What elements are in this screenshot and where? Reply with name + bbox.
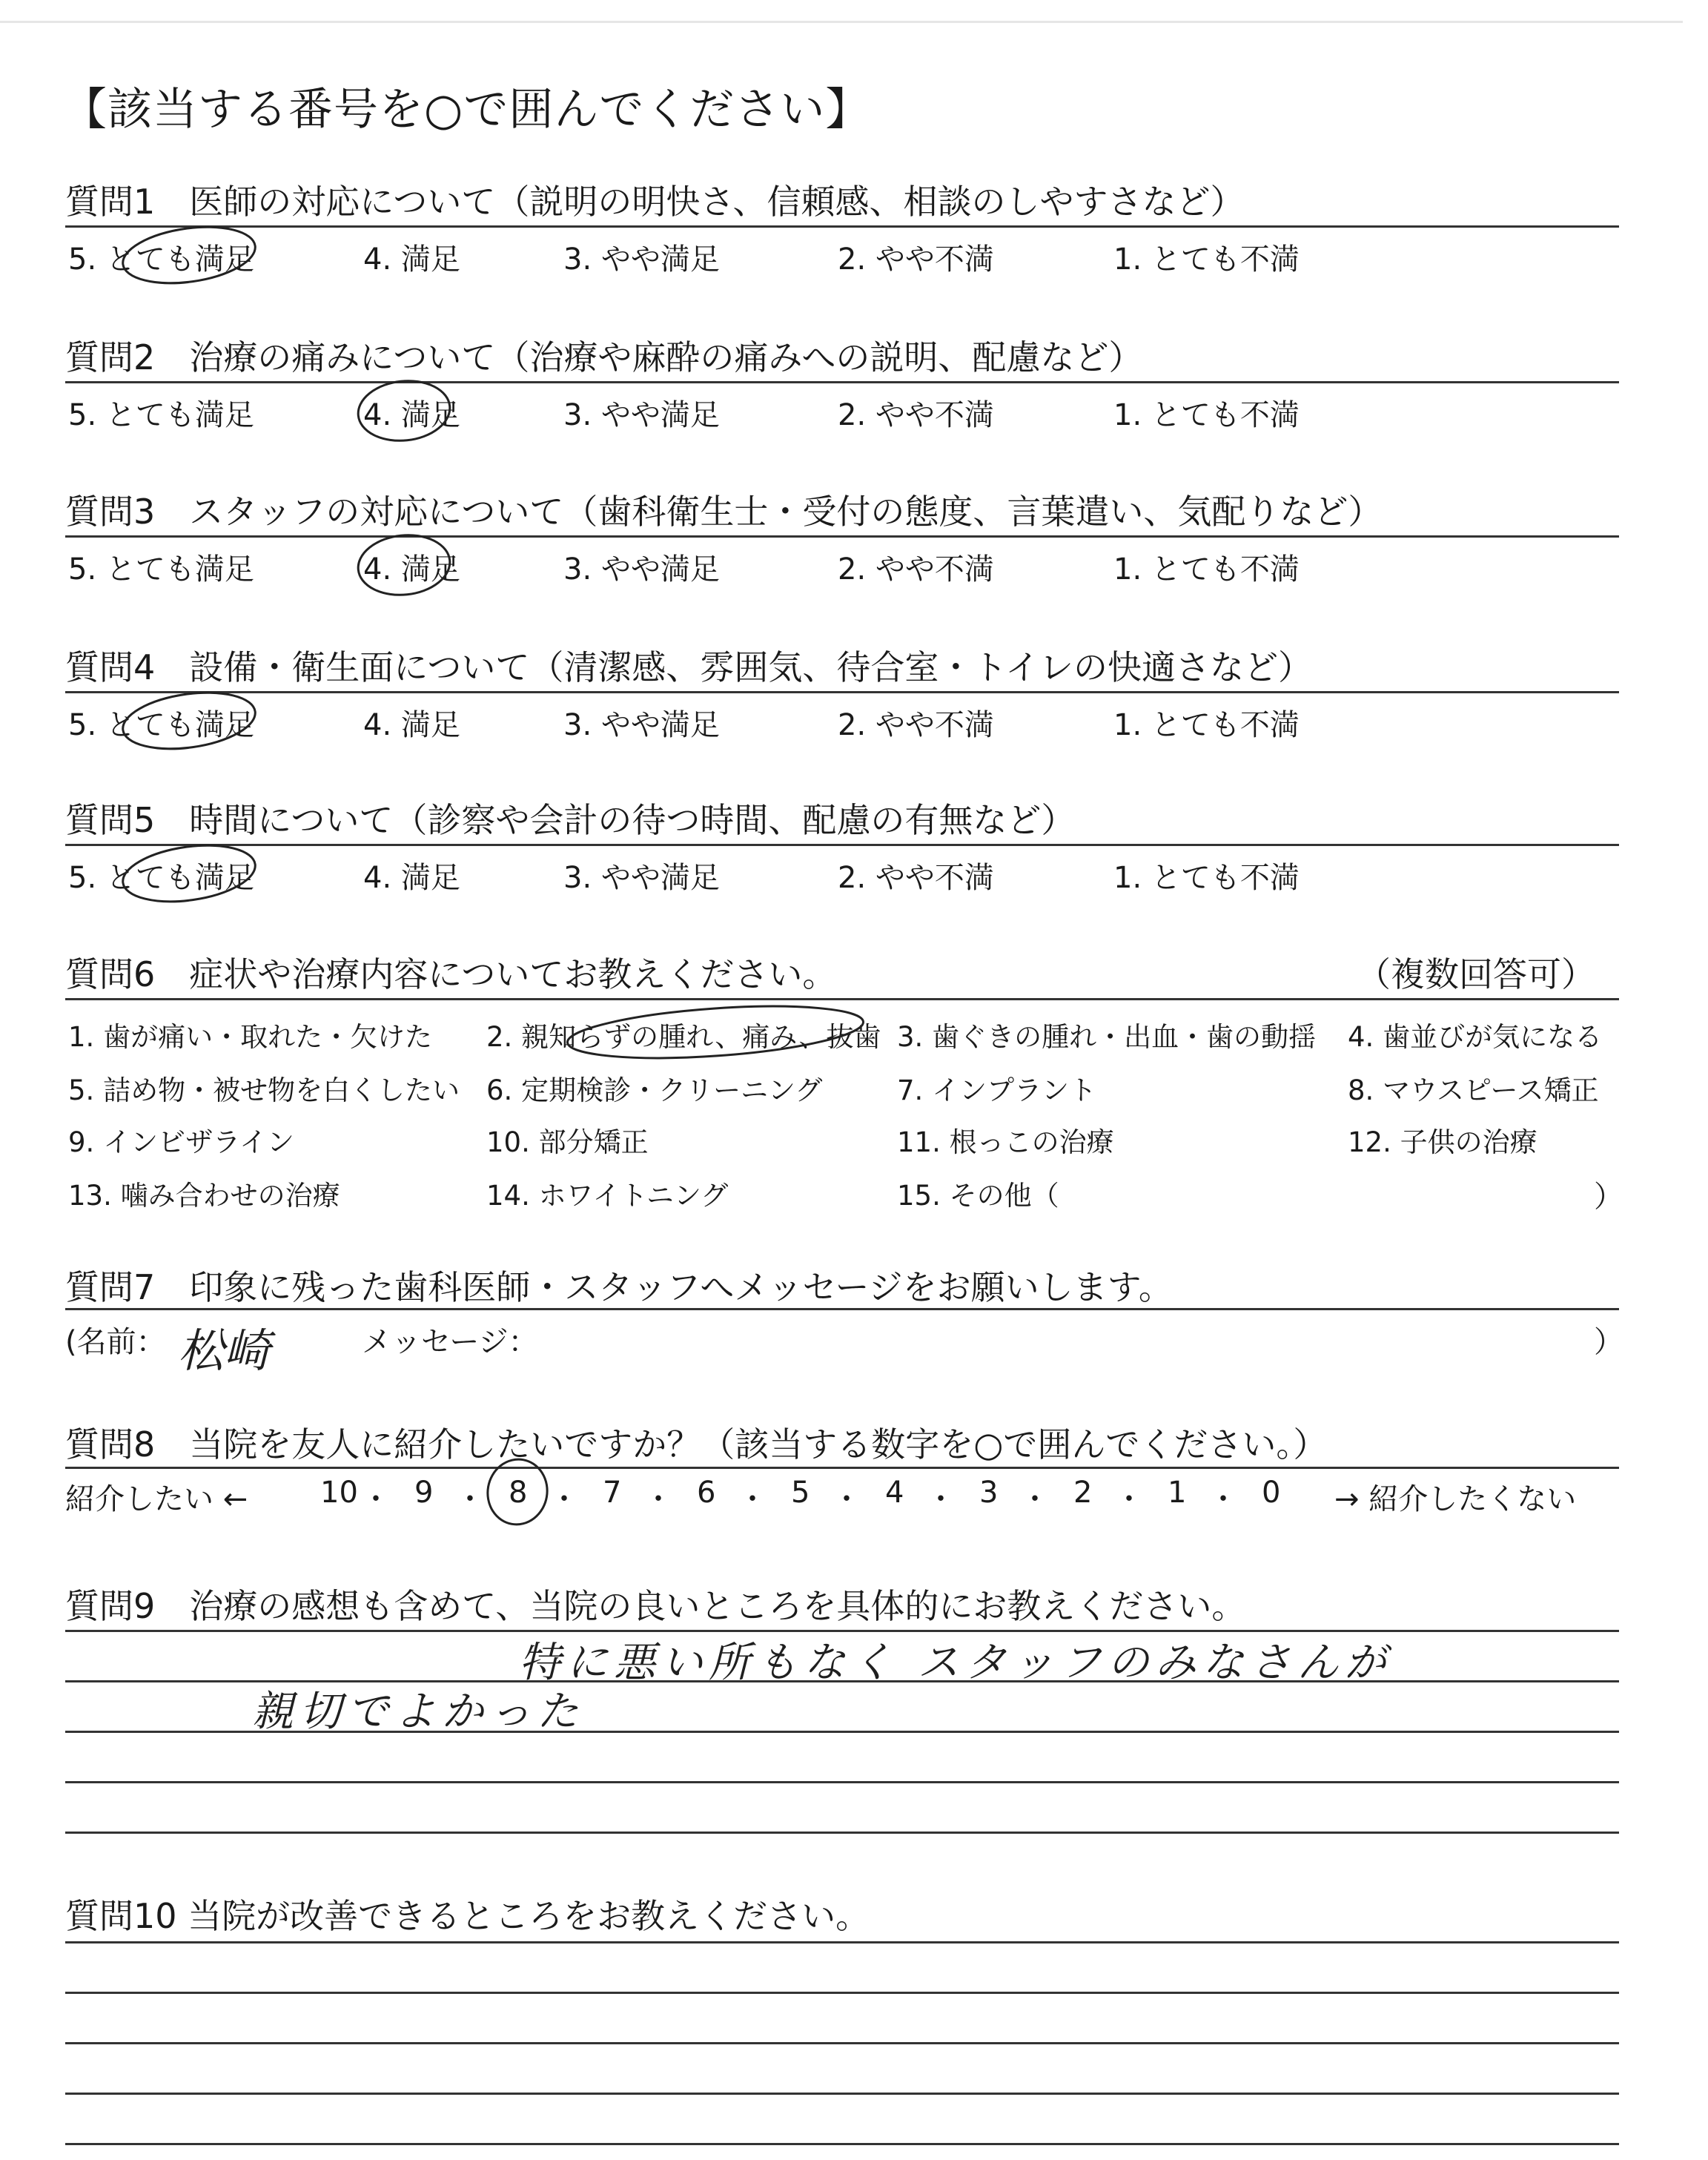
- q5-option-1[interactable]: 1. とても不満: [1113, 861, 1300, 895]
- q6-option-15[interactable]: 15. その他（: [897, 1180, 1059, 1212]
- q5-selection-circle: [119, 838, 259, 909]
- q8-separator: ・: [1020, 1482, 1050, 1516]
- q4-selection-circle: [119, 685, 259, 756]
- q4-option-2[interactable]: 2. やや不満: [838, 708, 994, 742]
- q6-option-9[interactable]: 9. インビザライン: [68, 1126, 294, 1158]
- q6-option-7[interactable]: 7. インプラント: [897, 1074, 1097, 1106]
- q8-scale-10[interactable]: 10: [320, 1476, 358, 1510]
- q2-option-3[interactable]: 3. やや満足: [563, 398, 720, 432]
- q8-scale-1[interactable]: 1: [1168, 1476, 1187, 1510]
- q6-option-3[interactable]: 3. 歯ぐきの腫れ・出血・歯の動揺: [897, 1021, 1317, 1053]
- q7-name-label: (名前：: [65, 1325, 166, 1359]
- q4-option-5[interactable]: 5. とても満足: [68, 708, 254, 742]
- q8-scale-6[interactable]: 6: [697, 1476, 716, 1510]
- q3-option-4[interactable]: 4. 満足: [363, 552, 460, 587]
- q8-separator: ・: [926, 1482, 956, 1516]
- q6-option-11[interactable]: 11. 根っこの治療: [897, 1126, 1114, 1158]
- q3-option-3[interactable]: 3. やや満足: [563, 552, 720, 587]
- q6-option-8[interactable]: 8. マウスピース矯正: [1348, 1074, 1599, 1106]
- q4-option-4[interactable]: 4. 満足: [363, 708, 460, 742]
- q3-selection-circle: [355, 531, 453, 600]
- q9-answer-line-1[interactable]: 特に悪い所もなく スタッフのみなさんが: [519, 1639, 1392, 1687]
- q2-selection-circle: [355, 377, 453, 446]
- q8-scale-5[interactable]: 5: [791, 1476, 810, 1510]
- q6-note: （複数回答可）: [1357, 954, 1595, 994]
- q1-option-4[interactable]: 4. 満足: [363, 242, 460, 277]
- q7-message-label: メッセージ：: [362, 1325, 538, 1359]
- q1-label: 質問1 医師の対応について（説明の明快さ、信頼感、相談のしやすさなど）: [65, 182, 1245, 222]
- q8-left-label: 紹介したい ←: [65, 1482, 248, 1516]
- q6-option-14[interactable]: 14. ホワイトニング: [486, 1180, 729, 1212]
- q8-separator: ・: [738, 1482, 767, 1516]
- q8-separator: ・: [1114, 1482, 1144, 1516]
- q1-selection-circle: [119, 219, 259, 291]
- q6-option-2[interactable]: 2. 親知らずの腫れ、痛み、抜歯: [486, 1021, 881, 1053]
- q6-option-5[interactable]: 5. 詰め物・被せ物を白くしたい: [68, 1074, 460, 1106]
- q8-scale-7[interactable]: 7: [603, 1476, 622, 1510]
- q6-label: 質問6 症状や治療内容についてお教えください。: [65, 954, 837, 994]
- q7-name-value[interactable]: 松崎: [178, 1324, 271, 1378]
- q3-label: 質問3 スタッフの対応について（歯科衛生士・受付の態度、言葉遣い、気配りなど）: [65, 492, 1383, 532]
- q5-option-4[interactable]: 4. 満足: [363, 861, 460, 895]
- q8-label: 質問8 当院を友人に紹介したいですか？（該当する数字を○で囲んでください。）: [65, 1424, 1328, 1464]
- q8-separator: ・: [1208, 1482, 1238, 1516]
- q6-option-1[interactable]: 1. 歯が痛い・取れた・欠けた: [68, 1021, 433, 1053]
- q8-selection-circle: [483, 1455, 552, 1530]
- q2-option-2[interactable]: 2. やや不満: [838, 398, 994, 432]
- q8-right-label: → 紹介したくない: [1334, 1482, 1577, 1516]
- q1-option-3[interactable]: 3. やや満足: [563, 242, 720, 277]
- q8-separator: ・: [643, 1482, 673, 1516]
- q3-option-2[interactable]: 2. やや不満: [838, 552, 994, 587]
- q4-option-3[interactable]: 3. やや満足: [563, 708, 720, 742]
- q5-label: 質問5 時間について（診察や会計の待つ時間、配慮の有無など）: [65, 800, 1076, 840]
- q7-label: 質問7 印象に残った歯科医師・スタッフへメッセージをお願いします。: [65, 1267, 1173, 1307]
- q9-answer-line-2[interactable]: 親切でよかった: [252, 1688, 584, 1736]
- q8-scale-3[interactable]: 3: [979, 1476, 999, 1510]
- q8-separator: ・: [361, 1482, 391, 1516]
- q6-selection-circle: [566, 998, 864, 1066]
- q1-option-2[interactable]: 2. やや不満: [838, 242, 994, 277]
- q3-option-1[interactable]: 1. とても不満: [1113, 552, 1300, 587]
- q8-scale-8[interactable]: 8: [509, 1476, 528, 1510]
- q8-separator: ・: [549, 1482, 579, 1516]
- q9-label: 質問9 治療の感想も含めて、当院の良いところを具体的にお教えください。: [65, 1586, 1246, 1626]
- q8-separator: ・: [455, 1482, 485, 1516]
- q10-label: 質問10 当院が改善できるところをお教えください。: [65, 1896, 870, 1936]
- page-title: 【該当する番号を○で囲んでください】: [62, 84, 871, 136]
- q2-option-1[interactable]: 1. とても不満: [1113, 398, 1300, 432]
- q6-other-close: ）: [1594, 1180, 1623, 1214]
- q7-close: ）: [1594, 1325, 1623, 1359]
- q6-option-10[interactable]: 10. 部分矯正: [486, 1126, 649, 1158]
- q6-option-13[interactable]: 13. 噛み合わせの治療: [68, 1180, 340, 1212]
- q2-label: 質問2 治療の痛みについて（治療や麻酔の痛みへの説明、配慮など）: [65, 337, 1143, 377]
- q2-option-5[interactable]: 5. とても満足: [68, 398, 254, 432]
- q5-option-3[interactable]: 3. やや満足: [563, 861, 720, 895]
- q2-option-4[interactable]: 4. 満足: [363, 398, 460, 432]
- q8-scale-2[interactable]: 2: [1073, 1476, 1093, 1510]
- q8-scale-0[interactable]: 0: [1262, 1476, 1281, 1510]
- q3-option-5[interactable]: 5. とても満足: [68, 552, 254, 587]
- q8-scale-4[interactable]: 4: [885, 1476, 904, 1510]
- q4-option-1[interactable]: 1. とても不満: [1113, 708, 1300, 742]
- q8-scale-9[interactable]: 9: [414, 1476, 434, 1510]
- q6-option-12[interactable]: 12. 子供の治療: [1348, 1126, 1537, 1158]
- q1-option-5[interactable]: 5. とても満足: [68, 242, 254, 277]
- q5-option-5[interactable]: 5. とても満足: [68, 861, 254, 895]
- q5-option-2[interactable]: 2. やや不満: [838, 861, 994, 895]
- q6-option-4[interactable]: 4. 歯並びが気になる: [1348, 1021, 1603, 1053]
- q8-separator: ・: [832, 1482, 861, 1516]
- q6-option-6[interactable]: 6. 定期検診・クリーニング: [486, 1074, 823, 1106]
- q4-label: 質問4 設備・衛生面について（清潔感、雰囲気、待合室・トイレの快適さなど）: [65, 647, 1313, 687]
- q1-option-1[interactable]: 1. とても不満: [1113, 242, 1300, 277]
